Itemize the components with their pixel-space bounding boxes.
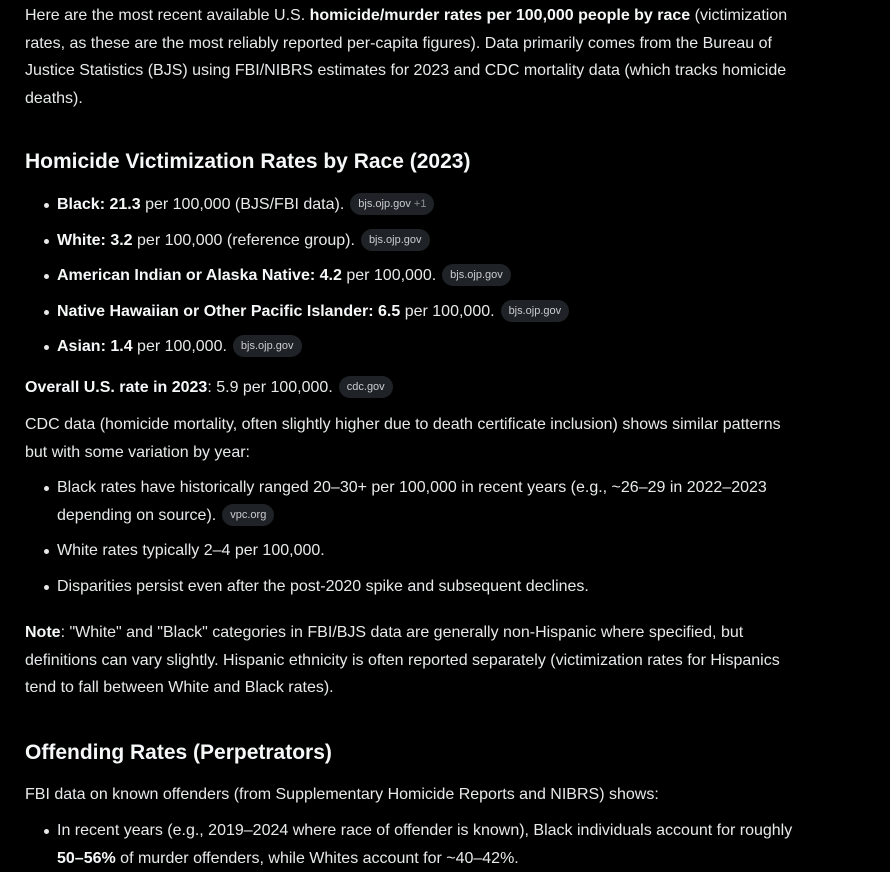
source-label: bjs.ojp.gov	[358, 198, 411, 210]
source-chip[interactable]	[501, 300, 570, 322]
intro-emphasis: homicide/murder rates per 100,000 people by race	[309, 7, 691, 24]
cdc-paragraph: CDC data (homicide mortality, often slightly higher due to death certificate inclusion) shows similar patterns but with some variation by year:	[25, 416, 781, 461]
victimization-heading: Homicide Victimization Rates by Race (2023)	[25, 150, 471, 173]
list-item	[25, 573, 795, 601]
rate-text: per 100,000.	[400, 302, 495, 320]
cdc-item-text: Black rates have historically ranged 20–30+ per 100,000 in recent years (e.g., ~26–29 in 2022–2023 depending on source).	[57, 479, 767, 524]
source-label: bjs.ojp.gov	[508, 304, 562, 317]
list-item: Black: 21.3 per 100,000 (BJS/FBI data). bjs.ojp.gov +1	[25, 191, 795, 219]
offending-paragraph: FBI data on known offenders (from Supplementary Homicide Reports and NIBRS) shows:	[25, 785, 659, 803]
source-chip[interactable]	[350, 193, 434, 215]
offending-heading: Offending Rates (Perpetrators)	[25, 740, 332, 764]
list-item: White: 3.2 per 100,000 (reference group). bjs.ojp.gov	[25, 227, 795, 255]
offending-item-emphasis: 50–56%	[57, 849, 116, 867]
source-label: vpc.org	[230, 508, 267, 521]
rate-value: 4.2	[319, 267, 342, 284]
source-chip[interactable]	[361, 229, 430, 251]
rate-text: per 100,000.	[132, 338, 227, 355]
list-item	[25, 474, 795, 529]
overall-text: : 5.9 per 100,000.	[207, 378, 333, 396]
victimization-list	[25, 191, 795, 361]
note-paragraph	[25, 619, 795, 702]
source-label: bjs.ojp.gov	[450, 269, 503, 281]
overall-label: Overall U.S. rate in 2023	[25, 378, 208, 396]
offending-item-text-cont: of murder offenders, while Whites account for ~40–42%.	[115, 849, 519, 867]
source-label: cdc.gov	[346, 380, 385, 393]
list-item: Native Hawaiian or Other Pacific Islander: 6.5 per 100,000. bjs.ojp.gov	[25, 298, 795, 326]
intro-text: Here are the most recent available U.S.	[25, 7, 310, 24]
race-label: American Indian or Alaska Native	[57, 267, 310, 284]
intro-text-cont: (victimization rates, as these are the most reliably reported per-capita figures). Data primarily comes from the Bureau of Justice Statistics (BJS) using FBI/NIBRS estimates for 2023 and CDC mortality data (which tracks homicide deaths).	[25, 7, 788, 107]
source-chip[interactable]	[233, 335, 302, 357]
source-chip[interactable]	[339, 376, 393, 398]
cdc-item-text: White rates typically 2–4 per 100,000.	[57, 542, 325, 559]
list-item	[25, 817, 795, 872]
source-chip[interactable]	[222, 504, 274, 526]
race-label: Native Hawaiian or Other Pacific Islander	[57, 302, 369, 320]
source-label: bjs.ojp.gov	[240, 340, 294, 352]
source-chip[interactable]	[442, 264, 511, 286]
rate-value: 3.2	[110, 231, 133, 249]
source-count: +1	[413, 198, 427, 210]
rate-text: per 100,000 (BJS/FBI data).	[140, 196, 345, 213]
rate-value: 21.3	[109, 196, 141, 213]
list-item	[25, 537, 795, 565]
rate-text: per 100,000 (reference group).	[132, 231, 355, 249]
cdc-item-text: Disparities persist even after the post-2020 spike and subsequent declines.	[57, 577, 589, 595]
overall-rate	[25, 374, 795, 402]
note-text: : "White" and "Black" categories in FBI/BJS data are generally non-Hispanic where specified, but definitions can vary slightly. Hispanic ethnicity is often reported separately (victimization rates for Hispanics tend to fall between White and Black rates).	[25, 624, 780, 696]
race-label: Black	[57, 196, 100, 213]
rate-text: per 100,000.	[341, 267, 437, 284]
race-label: White	[57, 231, 101, 249]
note-label: Note	[25, 624, 61, 641]
source-label: bjs.ojp.gov	[368, 233, 422, 246]
intro-paragraph	[25, 0, 795, 112]
list-item: Asian: 1.4 per 100,000. bjs.ojp.gov	[25, 333, 795, 361]
rate-value: 6.5	[378, 302, 401, 320]
race-label: Asian	[57, 338, 101, 355]
offending-item-text: In recent years (e.g., 2019–2024 where race of offender is known), Black individuals account for roughly	[57, 822, 793, 839]
rate-value: 1.4	[110, 338, 133, 355]
offending-list	[25, 817, 795, 872]
cdc-list	[25, 474, 795, 600]
list-item: American Indian or Alaska Native: 4.2 per 100,000. bjs.ojp.gov	[25, 262, 795, 290]
